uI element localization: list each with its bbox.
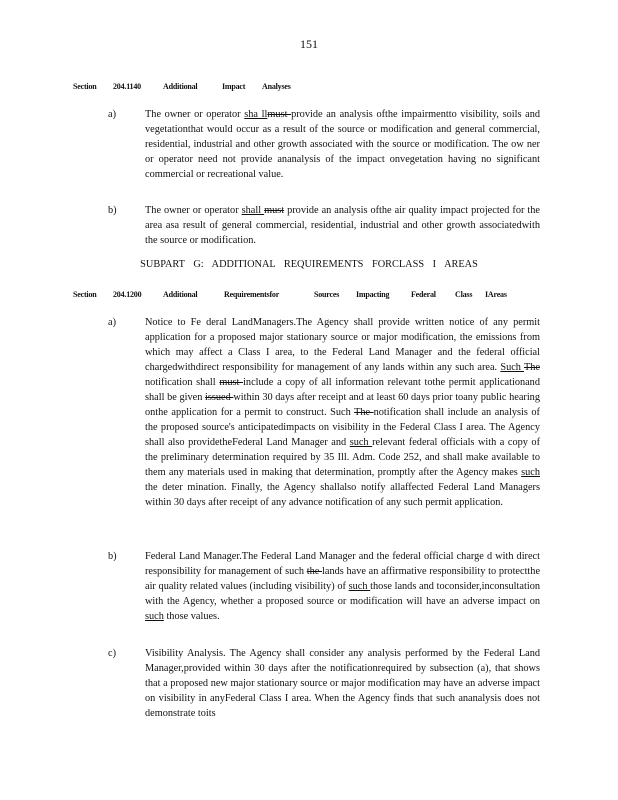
inserted-text: such [521, 467, 540, 478]
deleted-text: must [267, 109, 292, 120]
section-title-word: Impact [222, 82, 246, 91]
subsection-label: a) [108, 317, 116, 328]
section-title-word: Impacting [356, 290, 390, 299]
section-title-word: Analyses [262, 82, 291, 91]
inserted-text: Such [500, 362, 524, 373]
subsection-label: a) [108, 109, 116, 120]
subsection-text: Federal Land Manager.The Federal Land Manager and the federal official charge d with direct responsibility for management of such the lands have an affirmative responsibility to protectthe air quality related values (including visibility) of such those lands and toconsider,inconsultation with the Agency, whether a proposed source or modification will have an adverse impact on such those values. [145, 551, 541, 622]
section-title-word: Requirementsfor [224, 290, 280, 299]
section-title-word: Sources [314, 290, 340, 299]
subpart-heading: SUBPART G: ADDITIONAL REQUIREMENTS FORCLASS I AREAS [140, 259, 478, 270]
subsection-text: Visibility Analysis. The Agency shall consider any analysis performed by the Federal Land Manager,provided within 30 days after the notificationrequired by subsection (a), that shows that a proposed new major stationary source or major modification may have an adverse impact on visibility in anyFederal Class I area. When the Agency finds that such ananalysis does not demonstrate toits [145, 648, 540, 719]
subsection-label: b) [108, 205, 117, 216]
inserted-text: sha ll [244, 109, 268, 120]
page-number: 151 [300, 37, 318, 51]
deleted-text: must [264, 205, 285, 216]
deleted-text: must [219, 377, 244, 388]
subsection-text: The owner or operator shall must provide an analysis ofthe air quality impact projected for the area asa result of general commercial, residential, industrial and other growth associatedwith the source or modification. [145, 205, 540, 246]
deleted-text: issued [204, 392, 234, 403]
subsection-text: Notice to Fe deral LandManagers.The Agency shall provide written notice of any permit application for a proposed major stationary source or major modification, the emissions from which may affect a Class I area, to the Federal Land Manager and the federal official chargedwithdirect responsibility for management of any lands within any such area. Such The notification shall must include a copy of all information relevant tothe permit applicationand shall be given issued within 30 days after receipt and at least 60 days prior toany public hearing onthe application for a permit to construct. Such The notification shall include an analysis of the proposed source's anticipatedimpacts on visibility in the Federal Class I area. The Agency shall also providetheFederal Land Manager and such relevant federal officials with a copy of the preliminary determination required by 35 Ill. Adm. Code 252, and shall make available to them any materials used in making that determination, promptly after the Agency makes such the deter mination. Finally, the Agency shallalso notify allaffected Federal Land Managers within 30 days after receipt of any advance notification of any such permit application. [145, 317, 541, 508]
deleted-text: the [306, 566, 323, 577]
inserted-text: such [348, 581, 371, 592]
deleted-text: The [354, 407, 374, 418]
inserted-text: such [145, 611, 164, 622]
section-label: Section [73, 82, 97, 91]
section-title-word: IAreas [485, 290, 507, 299]
inserted-text: such [349, 437, 373, 448]
section-title-word: Class [455, 290, 473, 299]
subsection-label: b) [108, 551, 117, 562]
section-title-word: Additional [163, 290, 198, 299]
section-number: 204.1140 [113, 82, 141, 91]
subsection-text: The owner or operator sha llmust provide an analysis ofthe impairmentto visibility, soils and vegetationthat would occur as a result of the source or modification and general commercial, residential, industrial and other growth associated with the source or modification. The ow ner or operator need not provide ananalysis of the impact onvegetation having no significant commercial or recreational value. [145, 109, 541, 180]
section-title-word: Additional [163, 82, 198, 91]
deleted-text: The [524, 362, 541, 373]
section-number: 204.1200 [113, 290, 142, 299]
subsection-label: c) [108, 648, 116, 659]
section-label: Section [73, 290, 97, 299]
section-title-word: Federal [411, 290, 436, 299]
inserted-text: shall [241, 205, 265, 216]
